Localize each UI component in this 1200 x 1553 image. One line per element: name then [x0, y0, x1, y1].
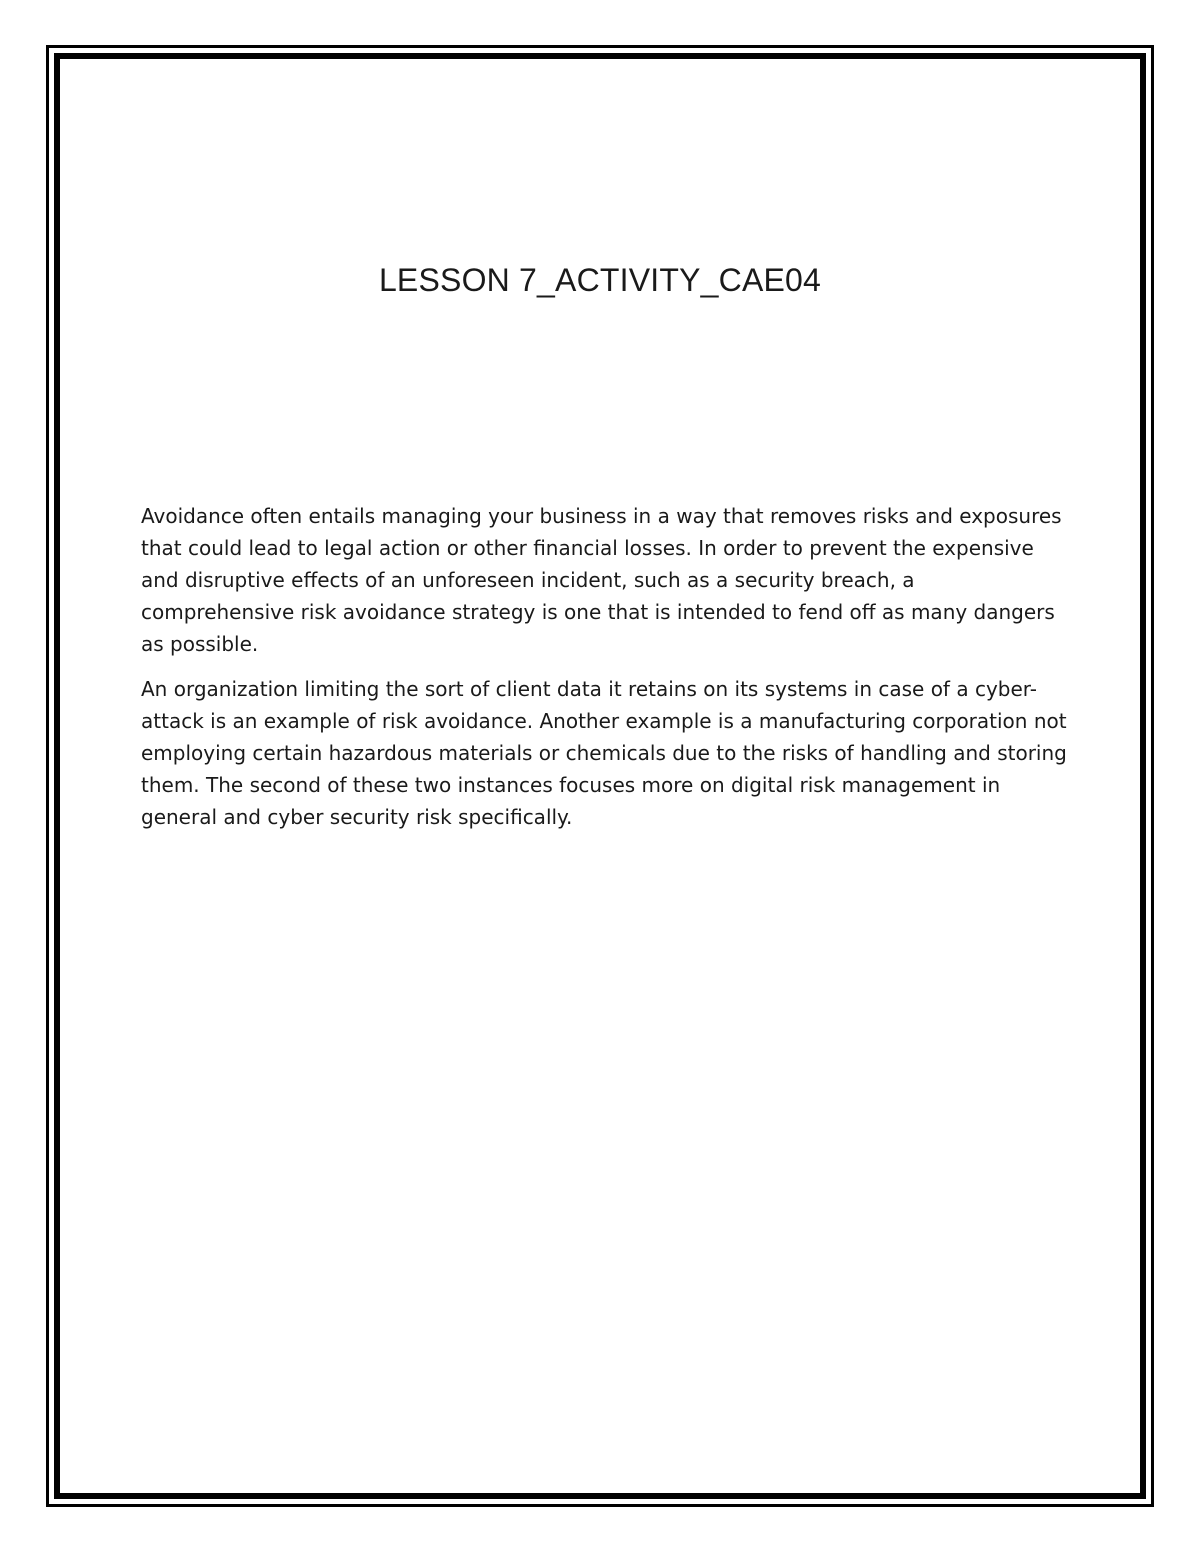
document-body [141, 500, 1071, 846]
paragraph-risk-avoidance-definition: Avoidance often entails managing your business in a way that removes risks and exposures that could lead to legal action or other financial losses. In order to prevent the expensive and disruptive effects of an unforeseen incident, such as a security breach, a comprehensive risk avoidance strategy is one that is intended to fend off as many dangers as possible. [141, 504, 1062, 656]
page-title: LESSON 7_ACTIVITY_CAE04 [378, 262, 822, 298]
paragraph-risk-avoidance-examples: An organization limiting the sort of client data it retains on its systems in case of a cyber-attack is an example of risk avoidance. Another example is a manufacturing corporation not employing certain hazardous materials or chemicals due to the risks of handling and storing them. The second of these two instances focuses more on digital risk management in general and cyber security risk specifically. [141, 677, 1067, 829]
